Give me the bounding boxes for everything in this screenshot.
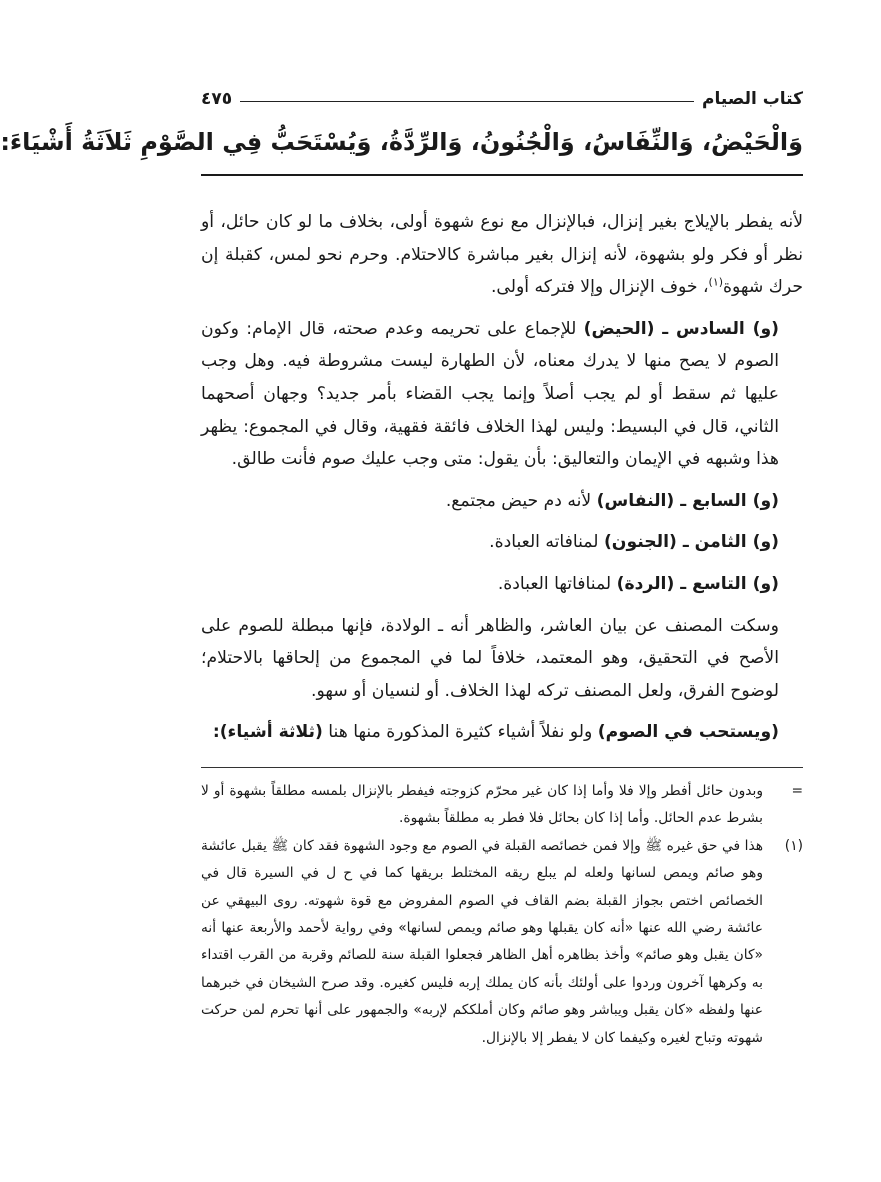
commentary-paragraph: [201, 485, 803, 518]
running-header: [201, 84, 803, 114]
item-heading: (ثلاثة أشياء):: [212, 722, 323, 743]
book-title: كتاب الصيام: [702, 89, 803, 109]
footnote: [201, 778, 803, 833]
footnotes: [201, 778, 803, 1052]
footnote-marker: =: [791, 782, 803, 799]
commentary: [201, 206, 803, 749]
commentary-paragraph: [201, 206, 803, 304]
commentary-text: وسكت المصنف عن بيان العاشر، والظاهر أنه ـ الولادة، فإنها مبطلة للصوم على الأصح في التحقيق، وهو المعتمد، خلافاً لما في المجموع من إلحاقها بالاحتلام؛ لوضوح الفرق، ولعل المصنف تركه لهذا الخلاف. أو لنسيان أو سهو.: [201, 615, 779, 701]
footnote-separator: [201, 767, 803, 768]
commentary-text: ، خوف الإنزال وإلا فتركه أولى.: [490, 277, 709, 298]
commentary-paragraph: [201, 526, 803, 559]
footnote-text: وبدون حائل أفطر وإلا فلا وأما إذا كان غير محرّم كزوجته فيفطر بالإنزال بلمسه مطلقاً بشهوة أو لا بشرط عدم الحائل. وأما إذا كان بحائل فلا فطر به مطلقاً بشهوة.: [201, 782, 763, 827]
footnote: [201, 833, 803, 1052]
commentary-paragraph: [201, 610, 803, 708]
commentary-text: ولو نفلاً أشياء كثيرة المذكورة منها هنا: [322, 722, 598, 743]
item-heading: (و) الثامن ـ (الجنون): [603, 532, 779, 553]
item-heading: (و) السادس ـ (الحيض): [583, 318, 779, 339]
page-number: ٤٧٥: [201, 89, 233, 109]
footnote-text: هذا في حق غيره ﷺ وإلا فمن خصائصه القبلة في الصوم مع وجود الشهوة فقد كان ﷺ يقبل عائشة وهو صائم ويمص لسانها ولعله لم يبلع ريقه المختلط بريقها كما في ح ل في السيرة قال في الخصائص اختص بجواز القبلة بضم القاف في الصوم المفروض مع قوة شهوته. روى البيهقي عن عائشة رضي الله عنها «أنه كان يقبلها وهو صائم ويمص لسانها» وفي رواية لأحمد والأربعة عنها أنه «كان يقبل وهو صائم» وأخذ بظاهره أهل الظاهر فجعلوا القبلة سنة للصائم وقربة من القرب اقتداء به وكرهها آخرون وردوا على أولئك بأنه كان يملك إربه فليس كغيره. وقد صرح الشيخان في خبرهما عنها ولفظه «كان يقبل ويباشر وهو صائم وكان أملككم لإربه» والجمهور على أنها تحرم لمن حركت شهوته وتباح لغيره وكيفما كان لا يفطر إلا بالإنزال.: [201, 837, 763, 1046]
matn-separator: [201, 174, 803, 176]
item-heading: (و) السابع ـ (النفاس): [596, 490, 779, 511]
footnote-marker: (١): [784, 837, 803, 854]
commentary-text: لمنافاته العبادة.: [489, 532, 604, 553]
commentary-paragraph: [201, 313, 803, 476]
header-rule: [240, 101, 694, 102]
footnote-reference: (١): [708, 275, 724, 289]
item-heading: (ويستحب في الصوم): [597, 722, 779, 743]
commentary-text: لأنه يفطر بالإيلاج بغير إنزال، فبالإنزال مع نوع شهوة أولى، بخلاف ما لو كان حائل، أو نظر أو فكر ولو بشهوة، لأنه إنزال بغير مباشرة كالاحتلام. وحرم نحو لمس، كقبلة إن حرك شهوة: [201, 212, 803, 298]
matn-line: وَالْحَيْضُ، وَالنِّفَاسُ، وَالْجُنُونُ، وَالرِّدَّةُ، وَيُسْتَحَبُّ فِي الصَّوْمِ ثَلاَثَةُ أَشْيَاءَ:: [0, 128, 803, 156]
commentary-paragraph: [201, 716, 803, 749]
book-page: [0, 84, 803, 1052]
commentary-text: للإجماع على تحريمه وعدم صحته، قال الإمام: وكون الصوم لا يصح منها لا يدرك معناه، لأن الطهارة ليست مشروطة فيه. وهل وجب عليها ثم سقط أو لم يجب أصلاً وإنما يجب القضاء بأمر جديد؟ وجهان أصحهما الثاني، قال في البسيط: وليس لهذا الخلاف فائقة فقهية، وقال في المجموع: يظهر هذا وشبهه في الإيمان والتعاليق: بأن يقول: متى وجب عليك صوم فأنت طالق.: [201, 318, 779, 470]
commentary-paragraph: [201, 568, 803, 601]
item-heading: (و) التاسع ـ (الردة): [616, 573, 779, 594]
commentary-text: لأنه دم حيض مجتمع.: [445, 490, 597, 511]
commentary-text: لمنافاتها العبادة.: [497, 573, 617, 594]
